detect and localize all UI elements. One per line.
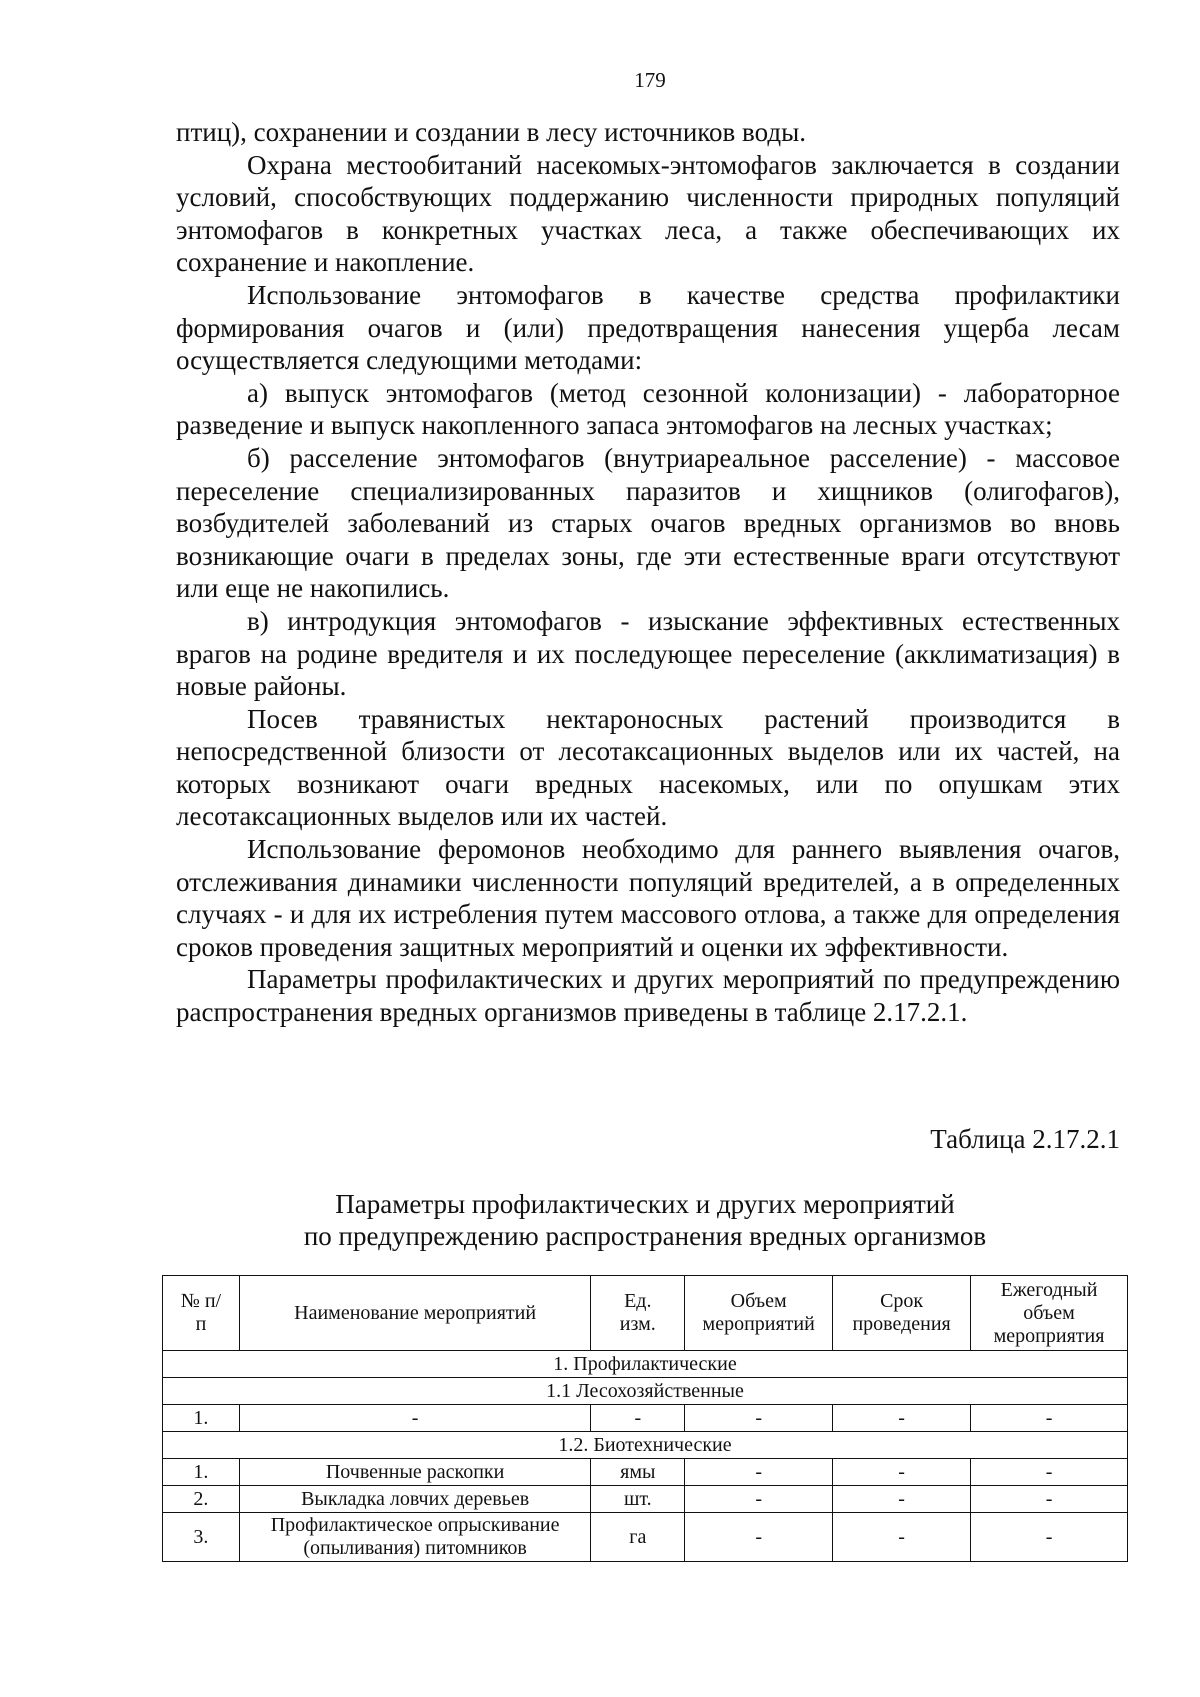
paragraph-4: а) выпуск энтомофагов (метод сезонной колонизации) - лабораторное разведение и выпуск накопленного запаса энтомофагов на лесных участках; — [176, 377, 1120, 441]
cell-num: 2. — [163, 1486, 240, 1513]
table-row — [163, 1486, 1128, 1513]
cell-num: 1. — [163, 1405, 240, 1432]
cell-annual: - — [971, 1513, 1128, 1562]
cell-unit: шт. — [591, 1486, 685, 1513]
table-caption-line-1: Параметры профилактических и других мероприятий — [335, 1189, 955, 1219]
cell-name: Выкладка ловчих деревьев — [239, 1486, 591, 1513]
table-row — [163, 1405, 1128, 1432]
header-term: Срок проведения — [833, 1276, 971, 1351]
page-number: 179 — [634, 68, 666, 92]
paragraph-9: Параметры профилактических и других мероприятий по предупреждению распространения вредных организмов приведены в таблице 2.17.2.1. — [176, 964, 1120, 1028]
cell-unit: га — [591, 1513, 685, 1562]
paragraph-8: Использование феромонов необходимо для раннего выявления очагов, отслеживания динамики численности популяций вредителей, а в определенных случаях - и для их истребления путем массового отлова, а также для определения сроков проведения защитных мероприятий и оценки их эффективности. — [176, 834, 1120, 962]
header-num: № п/ п — [163, 1276, 240, 1351]
cell-name: - — [239, 1405, 591, 1432]
cell-term: - — [833, 1405, 971, 1432]
cell-volume: - — [685, 1513, 833, 1562]
cell-name: Профилактическое опрыскивание (опыливания) питомников — [239, 1513, 591, 1562]
paragraph-3: Использование энтомофагов в качестве средства профилактики формирования очагов и (или) предотвращения нанесения ущерба лесам осуществляется следующими методами: — [176, 279, 1120, 376]
header-annual: Ежегодный объем мероприятия — [971, 1276, 1128, 1351]
table-caption-line-2: по предупреждению распространения вредных организмов — [303, 1221, 987, 1251]
cell-volume: - — [685, 1486, 833, 1513]
table-section-row — [163, 1351, 1128, 1378]
measures-table — [162, 1275, 1128, 1562]
table-section-row — [163, 1432, 1128, 1459]
table-label: Таблица 2.17.2.1 — [930, 1124, 1120, 1154]
table-caption — [162, 1188, 1128, 1252]
paragraph-1: птиц), сохранении и создании в лесу источников воды. — [176, 117, 806, 147]
section-forestry: 1.1 Лесохозяйственные — [163, 1378, 1128, 1405]
cell-unit: ямы — [591, 1459, 685, 1486]
cell-num: 3. — [163, 1513, 240, 1562]
section-biotech: 1.2. Биотехнические — [163, 1432, 1128, 1459]
cell-name: Почвенные раскопки — [239, 1459, 591, 1486]
cell-unit: - — [591, 1405, 685, 1432]
cell-term: - — [833, 1513, 971, 1562]
table-row — [163, 1459, 1128, 1486]
cell-term: - — [833, 1459, 971, 1486]
cell-annual: - — [971, 1459, 1128, 1486]
cell-volume: - — [685, 1405, 833, 1432]
table-section-row — [163, 1378, 1128, 1405]
table-row — [163, 1513, 1128, 1562]
table-header-row — [163, 1276, 1128, 1351]
body-text — [176, 116, 1120, 1029]
cell-volume: - — [685, 1459, 833, 1486]
header-volume: Объем мероприятий — [685, 1276, 833, 1351]
cell-term: - — [833, 1486, 971, 1513]
cell-annual: - — [971, 1486, 1128, 1513]
header-unit: Ед. изм. — [591, 1276, 685, 1351]
paragraph-7: Посев травянистых нектароносных растений производится в непосредственной близости от лесотаксационных выделов или их частей, на которых возникают очаги вредных насекомых, или по опушкам этих лесотаксационных выделов или их частей. — [176, 703, 1120, 832]
paragraph-6: в) интродукция энтомофагов - изыскание эффективных естественных врагов на родине вредителя и их последующее переселение (акклиматизация) в новые районы. — [176, 605, 1120, 702]
cell-num: 1. — [163, 1459, 240, 1486]
paragraph-5: б) расселение энтомофагов (внутриареальное расселение) - массовое переселение специализированных паразитов и хищников (олигофагов), возбудителей заболеваний из старых очагов вредных организмов во вновь возникающие очаги в пределах зоны, где эти естественные враги отсутствуют или еще не накопились. — [176, 442, 1120, 604]
cell-annual: - — [971, 1405, 1128, 1432]
header-name: Наименование мероприятий — [239, 1276, 591, 1351]
paragraph-2: Охрана местообитаний насекомых-энтомофагов заключается в создании условий, способствующих поддержанию численности природных популяций энтомофагов в конкретных участках леса, а также обеспечивающих их сохранение и накопление. — [176, 149, 1120, 278]
section-main: 1. Профилактические — [163, 1351, 1128, 1378]
